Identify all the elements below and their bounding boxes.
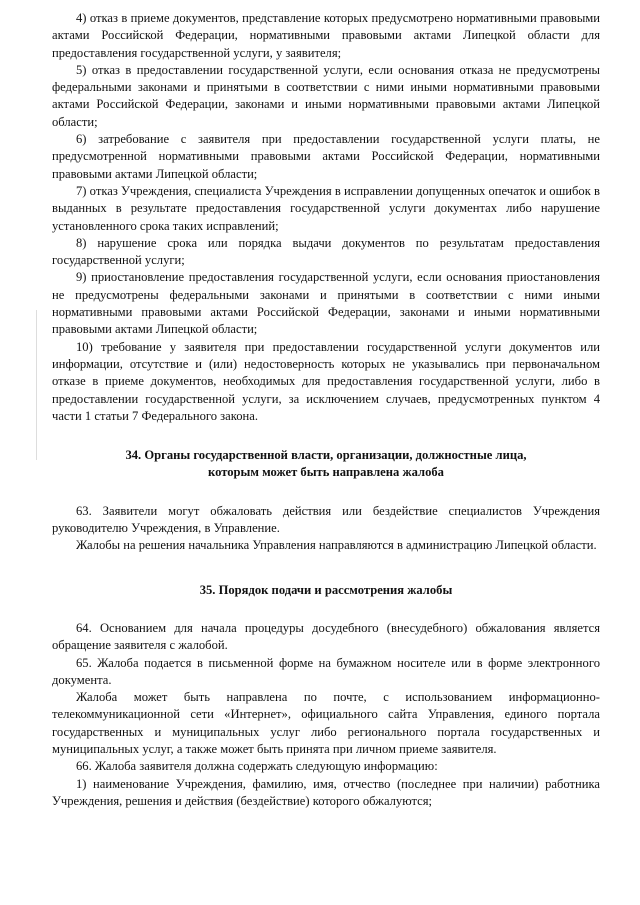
section-34-body bbox=[52, 503, 600, 555]
paragraph: 63. Заявители могут обжаловать действия или бездействие специалистов Учреждения руководителю Учреждения, в Управление. bbox=[52, 503, 600, 536]
list-item: 7) отказ Учреждения, специалиста Учреждения в исправлении допущенных опечаток и ошибок в выданных в результате предоставления государственной услуги документах либо нарушение установленного срока таких исправлений; bbox=[52, 183, 600, 233]
paragraph: 1) наименование Учреждения, фамилию, имя, отчество (последнее при наличии) работника Учреждения, решения и действия (бездействие) которого обжалуются; bbox=[52, 776, 600, 808]
section-34-heading-line-1: 34. Органы государственной власти, организации, должностные лица, bbox=[125, 448, 527, 463]
document-page bbox=[52, 10, 600, 810]
paragraph: Жалоба может быть направлена по почте, с использованием информационно-телекоммуникационной сети «Интернет», официального сайта Управления, единого портала государственных и муниципальных услуг либо регионального портала государственных и муниципальных услуг, а также может быть принята при личном приеме заявителя. bbox=[52, 690, 600, 756]
section-35-heading: 35. Порядок подачи и рассмотрения жалобы bbox=[199, 582, 453, 597]
list-item: 5) отказ в предоставлении государственной услуги, если основания отказа не предусмотрены федеральными законами и принятыми в соответствии с ними иными нормативными правовыми актами Российской Федерации, законами и иными нормативными правовыми актами Липецкой области; bbox=[52, 62, 600, 129]
paragraph: Жалобы на решения начальника Управления направляются в администрацию Липецкой области. bbox=[76, 538, 597, 553]
section-34-heading-line-2: которым может быть направлена жалоба bbox=[208, 465, 444, 480]
section-34-heading bbox=[52, 447, 600, 482]
section-35-body bbox=[52, 620, 600, 810]
list-item: 10) требование у заявителя при предоставлении государственной услуги документов или информации, отсутствие и (или) недостоверность которых не указывались при первоначальном отказе в приеме документов, необходимых для предоставления государственной услуги, либо в предоставлении государственной услуги, за исключением случаев, предусмотренных пунктом 4 части 1 статьи 7 Федерального закона. bbox=[52, 339, 600, 423]
list-item: 4) отказ в приеме документов, представление которых предусмотрено нормативными правовыми актами Российской Федерации, нормативными правовыми актами Липецкой области для предоставления государственной услуги, у заявителя; bbox=[52, 11, 600, 60]
list-item: 8) нарушение срока или порядка выдачи документов по результатам предоставления государственной услуги; bbox=[52, 235, 600, 268]
paragraph: 64. Основанием для начала процедуры досудебного (внесудебного) обжалования является обращение заявителя с жалобой. bbox=[52, 620, 600, 653]
scan-artifact-line bbox=[36, 310, 37, 460]
list-item: 9) приостановление предоставления государственной услуги, если основания приостановления не предусмотрены федеральными законами и принятыми в соответствии с ними иными нормативными правовыми актами Российской Федерации, законами и иными нормативными правовыми актами Липецкой области; bbox=[52, 270, 600, 337]
complaint-grounds-list bbox=[52, 10, 600, 425]
paragraph: 66. Жалоба заявителя должна содержать следующую информацию: bbox=[76, 759, 438, 774]
list-item: 6) затребование с заявителя при предоставлении государственной услуги платы, не предусмотренной нормативными правовыми актами Российской Федерации, нормативными правовыми актами Липецкой области; bbox=[52, 132, 600, 181]
paragraph: 65. Жалоба подается в письменной форме на бумажном носителе или в форме электронного документа. bbox=[52, 655, 600, 687]
